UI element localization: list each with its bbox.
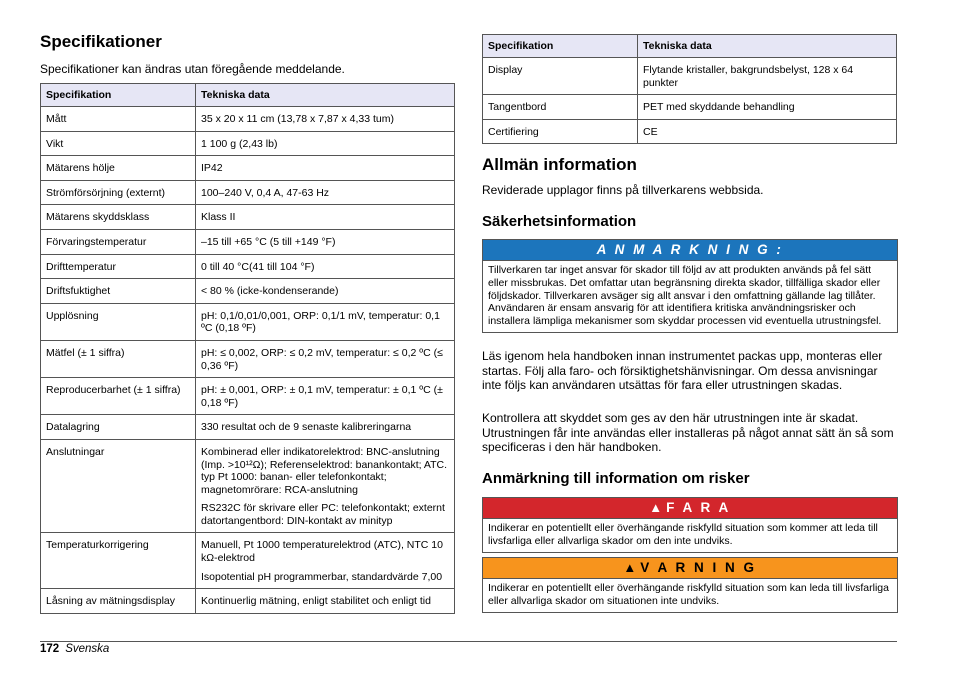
note-text: Tillverkaren tar inget ansvar för skador till följd av att produkten används på fel sätt eller missbrukas. Det omfattar utan begränsning direkta skador, tillfälliga skador eller följdskador. Tillverkaren avsäger sig allt ansvar i den omfattning gällande lag tillåter. Användaren är ensam ansvarig för att identifiera kritiska användningsrisker och installera lämpliga mekanismer som skyddar processen vid eventuella utrustningsfel. (483, 260, 897, 332)
spec-name-cell: Display (483, 58, 638, 95)
safety-paragraph-2: Kontrollera att skyddet som ges av den här utrustningen inte är skadat. Utrustningen får inte användas eller installeras på något annat sätt än så som specificeras i den här handboken. (482, 411, 894, 454)
spec-value-text: PET med skyddande behandling (643, 101, 795, 114)
spec-name-cell: Datalagring (41, 415, 196, 440)
table-row (41, 415, 455, 440)
spec-value-text: 1 100 g (2,43 lb) (201, 137, 278, 150)
table-row (41, 107, 455, 132)
table-row (41, 279, 455, 304)
spec-value-text: < 80 % (icke-kondenserande) (201, 285, 339, 298)
warning-header (483, 558, 897, 578)
footer-language: Svenska (65, 643, 110, 655)
spec-value-cell (196, 180, 455, 205)
spec-value-cell (196, 254, 455, 279)
specifications-table (40, 83, 455, 614)
table-row (41, 533, 455, 589)
table-row (483, 119, 897, 144)
table-row (41, 180, 455, 205)
spec-value-text: 330 resultat och de 9 senaste kalibreringarna (201, 421, 412, 434)
danger-text: Indikerar en potentiellt eller överhängande riskfylld situation som kommer att leda till livsfarliga eller allvarliga skador om den inte undviks. (483, 518, 897, 552)
spec-value-cell (196, 131, 455, 156)
spec-value-cell (196, 378, 455, 415)
risk-information-heading: Anmärkning till information om risker (482, 470, 750, 487)
spec-value-cell (196, 439, 455, 533)
spec-value-text: 35 x 20 x 11 cm (13,78 x 7,87 x 4,33 tum) (201, 113, 394, 125)
warning-triangle-icon: ▲ (649, 500, 663, 515)
spec-value-text: Kontinuerlig mätning, enligt stabilitet och enligt tid (201, 595, 431, 608)
spec-value-cell (196, 229, 455, 254)
spec-name-cell: Förvaringstemperatur (41, 229, 196, 254)
page-number: 172 (40, 643, 60, 655)
safety-paragraph-1: Läs igenom hela handboken innan instrumentet packas upp, monteras eller startas. Följ alla faro- och försiktighetshänvisningar. Om dessa anvisningar inte följs kan användaren utsättas för fara eller utrustningen skadas. (482, 349, 883, 392)
spec-name-cell: Strömförsörjning (externt) (41, 180, 196, 205)
footer-divider (40, 641, 897, 642)
spec-name-cell: Anslutningar (41, 439, 196, 533)
specifications-table-continued (482, 34, 897, 144)
spec-value-text: 0 till 40 °C(41 till 104 °F) (201, 260, 315, 273)
table-row (41, 439, 455, 533)
table-header-data: Tekniska data (638, 35, 897, 58)
warning-box (482, 557, 898, 613)
spec-value-text: Isopotential pH programmerbar, standardvärde 7,00 (201, 570, 443, 583)
spec-value-cell (196, 279, 455, 304)
table-row (41, 340, 455, 377)
table-row (41, 589, 455, 614)
spec-value-cell (196, 589, 455, 614)
spec-name-cell: Vikt (41, 131, 196, 156)
note-box (482, 239, 898, 333)
spec-value-text: IP42 (201, 162, 223, 175)
spec-value-text: Klass II (201, 211, 236, 224)
table-row (41, 378, 455, 415)
general-information-text: Reviderade upplagor finns på tillverkarens webbsida. (482, 183, 764, 197)
spec-value-text: pH: ≤ 0,002, ORP: ≤ 0,2 mV, temperatur: ≤ 0,2 ºC (≤ 0,36 ºF) (201, 346, 443, 372)
warning-text: Indikerar en potentiellt eller överhängande riskfylld situation som kan leda till livsfarliga eller allvarliga skador om situationen inte undviks. (483, 578, 897, 612)
spec-value-cell (638, 58, 897, 95)
table-row (41, 156, 455, 181)
spec-value-cell (196, 107, 455, 132)
table-row (41, 229, 455, 254)
spec-value-text: pH: ± 0,001, ORP: ± 0,1 mV, temperatur: ± 0,1 ºC (± 0,18 ºF) (201, 384, 443, 409)
table-row (41, 254, 455, 279)
spec-name-cell: Mätarens hölje (41, 156, 196, 181)
specifications-intro: Specifikationer kan ändras utan föregående meddelande. (40, 62, 345, 76)
spec-value-cell (196, 415, 455, 440)
spec-value-cell (196, 533, 455, 589)
table-row (41, 205, 455, 230)
spec-value-text: –15 till +65 °C (5 till +149 °F) (201, 235, 336, 248)
page-footer (40, 643, 109, 655)
spec-name-cell: Mätarens skyddsklass (41, 205, 196, 230)
spec-value-text: RS232C för skrivare eller PC: telefonkontakt; externt datortangentbord: DIN-kontakt av minityp (201, 502, 445, 527)
spec-name-cell: Mätfel (± 1 siffra) (41, 340, 196, 377)
spec-name-cell: Certifiering (483, 119, 638, 144)
spec-value-cell (196, 205, 455, 230)
spec-value-text: CE (643, 125, 658, 138)
spec-name-cell: Mått (41, 107, 196, 132)
danger-box (482, 497, 898, 553)
spec-value-text: 100–240 V, 0,4 A, 47-63 Hz (201, 186, 330, 199)
warning-label: V A R N I N G (640, 560, 757, 575)
spec-value-text: Kombinerad eller indikatorelektrod: BNC-anslutning (Imp. >10¹²Ω); Referenselektrod: banankontakt; ATC. typ Pt 1000: banan- eller telefonkontakt; magnetomrörare: RCA-anslutning (201, 445, 448, 496)
spec-value-text: pH: 0,1/0,01/0,001, ORP: 0,1/1 mV, temperatur: 0,1 ºC (0,18 ºF) (201, 309, 440, 335)
general-information-heading: Allmän information (482, 155, 637, 174)
spec-name-cell: Reproducerbarhet (± 1 siffra) (41, 378, 196, 415)
spec-value-cell (196, 303, 455, 340)
spec-name-cell: Tangentbord (483, 95, 638, 120)
table-row (483, 58, 897, 95)
table-header-data: Tekniska data (196, 84, 455, 107)
spec-value-text: Flytande kristaller, bakgrundsbelyst, 128 x 64 punkter (643, 64, 854, 89)
danger-label: F A R A (666, 500, 731, 515)
spec-name-cell: Temperaturkorrigering (41, 533, 196, 589)
spec-name-cell: Driftsfuktighet (41, 279, 196, 304)
safety-information-heading: Säkerhetsinformation (482, 213, 637, 230)
danger-header (483, 498, 897, 518)
table-header-spec: Specifikation (41, 84, 196, 107)
table-row (483, 95, 897, 120)
spec-name-cell: Drifttemperatur (41, 254, 196, 279)
spec-name-cell: Upplösning (41, 303, 196, 340)
spec-value-text: Manuell, Pt 1000 temperaturelektrod (ATC), NTC 10 kΩ-elektrod (201, 539, 443, 565)
spec-value-cell (638, 95, 897, 120)
table-header-spec: Specifikation (483, 35, 638, 58)
table-row (41, 303, 455, 340)
specifications-heading: Specifikationer (40, 32, 162, 51)
note-label: A N M A R K N I N G : (483, 240, 897, 260)
spec-name-cell: Låsning av mätningsdisplay (41, 589, 196, 614)
spec-value-cell (196, 156, 455, 181)
spec-value-cell (196, 340, 455, 377)
table-row (41, 131, 455, 156)
warning-triangle-icon: ▲ (623, 560, 637, 575)
spec-value-cell (638, 119, 897, 144)
